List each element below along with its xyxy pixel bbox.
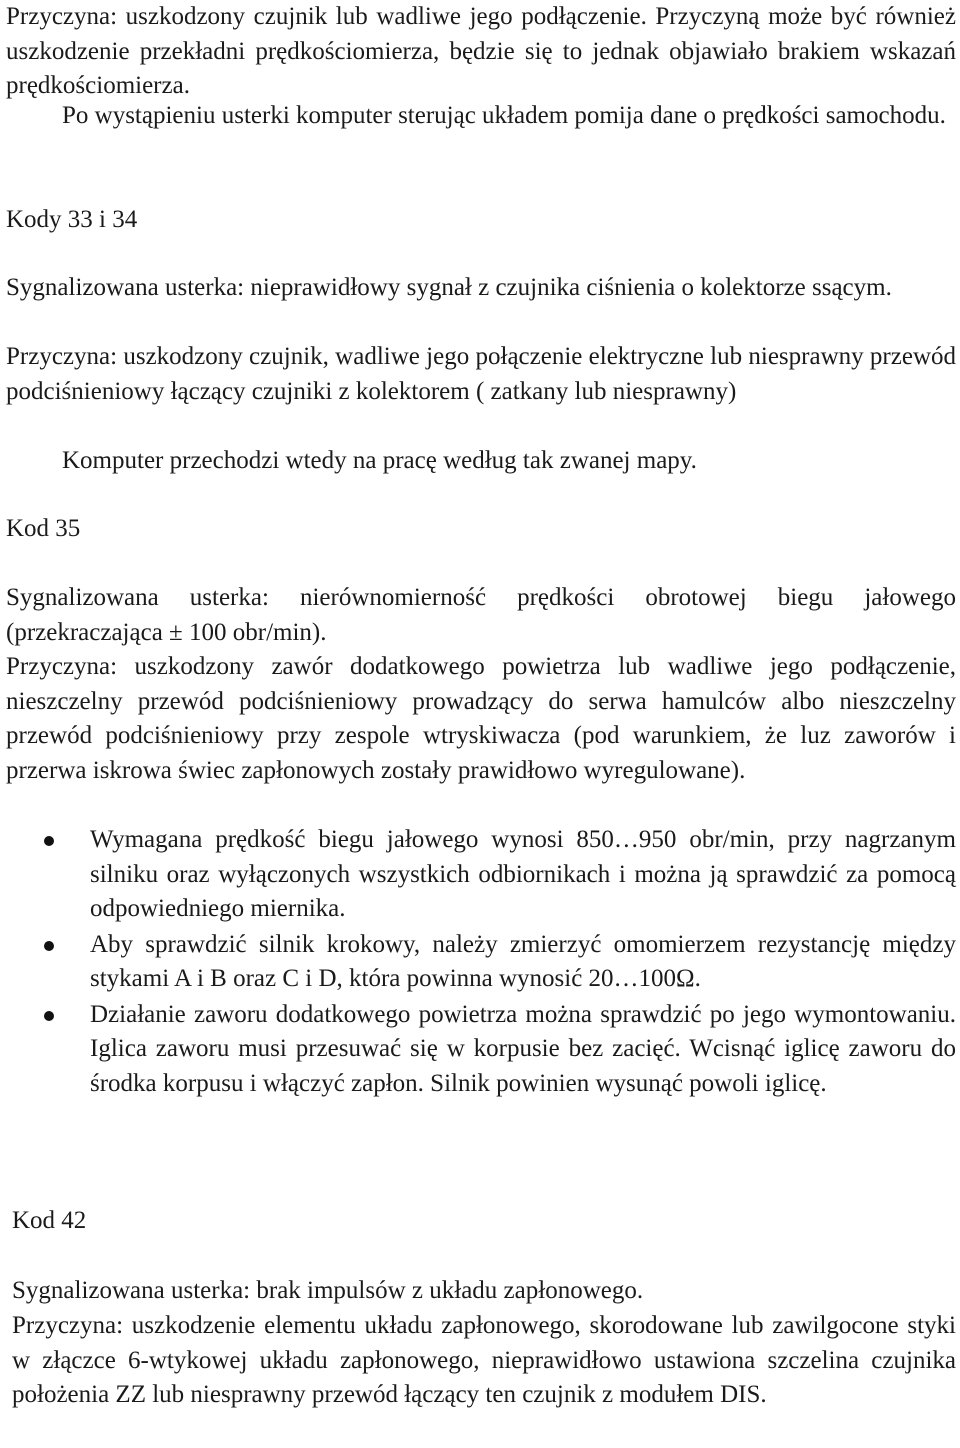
list-item-text: Wymagana prędkość biegu jałowego wynosi 850…950 obr/min, przy nagrzanym silniku oraz wyłączonych wszystkich odbiornikach i można ją sprawdzić za pomocą odpowiedniego miernika. bbox=[90, 826, 956, 922]
bullet-icon bbox=[44, 836, 54, 846]
bullet-icon bbox=[44, 1011, 54, 1021]
list-item-text: Aby sprawdzić silnik krokowy, należy zmierzyć omomierzem rezystancję między stykami A i B oraz C i D, która powinna wynosić 20…100Ω. bbox=[90, 930, 956, 992]
intro-note-paragraph: Po wystąpieniu usterki komputer sterując układem pomija dane o prędkości samochodu. bbox=[62, 102, 946, 129]
cause-kod-42: Przyczyna: uszkodzenie elementu układu zapłonowego, skorodowane lub zawilgocone styki w złączce 6-wtykowej układu zapłonowego, nieprawidłowo ustawiona szczelina czujnika położenia ZZ lub niesprawny przewód łączący ten czujnik z modułem DIS. bbox=[12, 1312, 956, 1408]
section-heading-kody-33-34: Kody 33 i 34 bbox=[6, 206, 138, 233]
intro-cause-paragraph: Przyczyna: uszkodzony czujnik lub wadliwe jego podłączenie. Przyczyną może być również uszkodzenie przekładni prędkościomierza, będzie się to jednak objawiało brakiem wskazań prędkościomierza. bbox=[6, 3, 956, 99]
note-kody-33-34: Komputer przechodzi wtedy na pracę według tak zwanej mapy. bbox=[62, 447, 697, 474]
section-heading-kod-42: Kod 42 bbox=[12, 1207, 87, 1234]
checks-list-kod-35 bbox=[36, 823, 956, 1101]
list-item bbox=[36, 998, 956, 1102]
cause-kod-35: Przyczyna: uszkodzony zawór dodatkowego powietrza lub wadliwe jego podłączenie, nieszczelny przewód podciśnieniowy prowadzący do serwa hamulców albo nieszczelny przewód podciśnieniowy przy zespole wtryskiwacza (pod warunkiem, że luz zaworów i przerwa iskrowa świec zapłonowych zostały prawidłowo wyregulowane). bbox=[6, 653, 956, 784]
cause-kody-33-34: Przyczyna: uszkodzony czujnik, wadliwe jego połączenie elektryczne lub niesprawny przewód podciśnieniowy łączący czujniki z kolektorem ( zatkany lub niesprawny) bbox=[6, 343, 956, 405]
list-item bbox=[36, 823, 956, 927]
list-item bbox=[36, 928, 956, 997]
symptom-kod-42: Sygnalizowana usterka: brak impulsów z układu zapłonowego. bbox=[12, 1277, 644, 1304]
section-heading-kod-35: Kod 35 bbox=[6, 515, 81, 542]
list-item-text: Działanie zaworu dodatkowego powietrza można sprawdzić po jego wymontowaniu. Iglica zaworu musi przesuwać się w korpusie bez zacięć. Wcisnąć iglicę zaworu do środka korpusu i włączyć zapłon. Silnik powinien wysunąć powoli iglicę. bbox=[90, 1000, 956, 1097]
symptom-kod-35: Sygnalizowana usterka: nierównomierność prędkości obrotowej biegu jałowego (przekraczająca ± 100 obr/min). bbox=[6, 584, 956, 646]
symptom-kody-33-34: Sygnalizowana usterka: nieprawidłowy sygnał z czujnika ciśnienia o kolektorze ssącym. bbox=[6, 274, 892, 301]
bullet-icon bbox=[44, 941, 54, 951]
